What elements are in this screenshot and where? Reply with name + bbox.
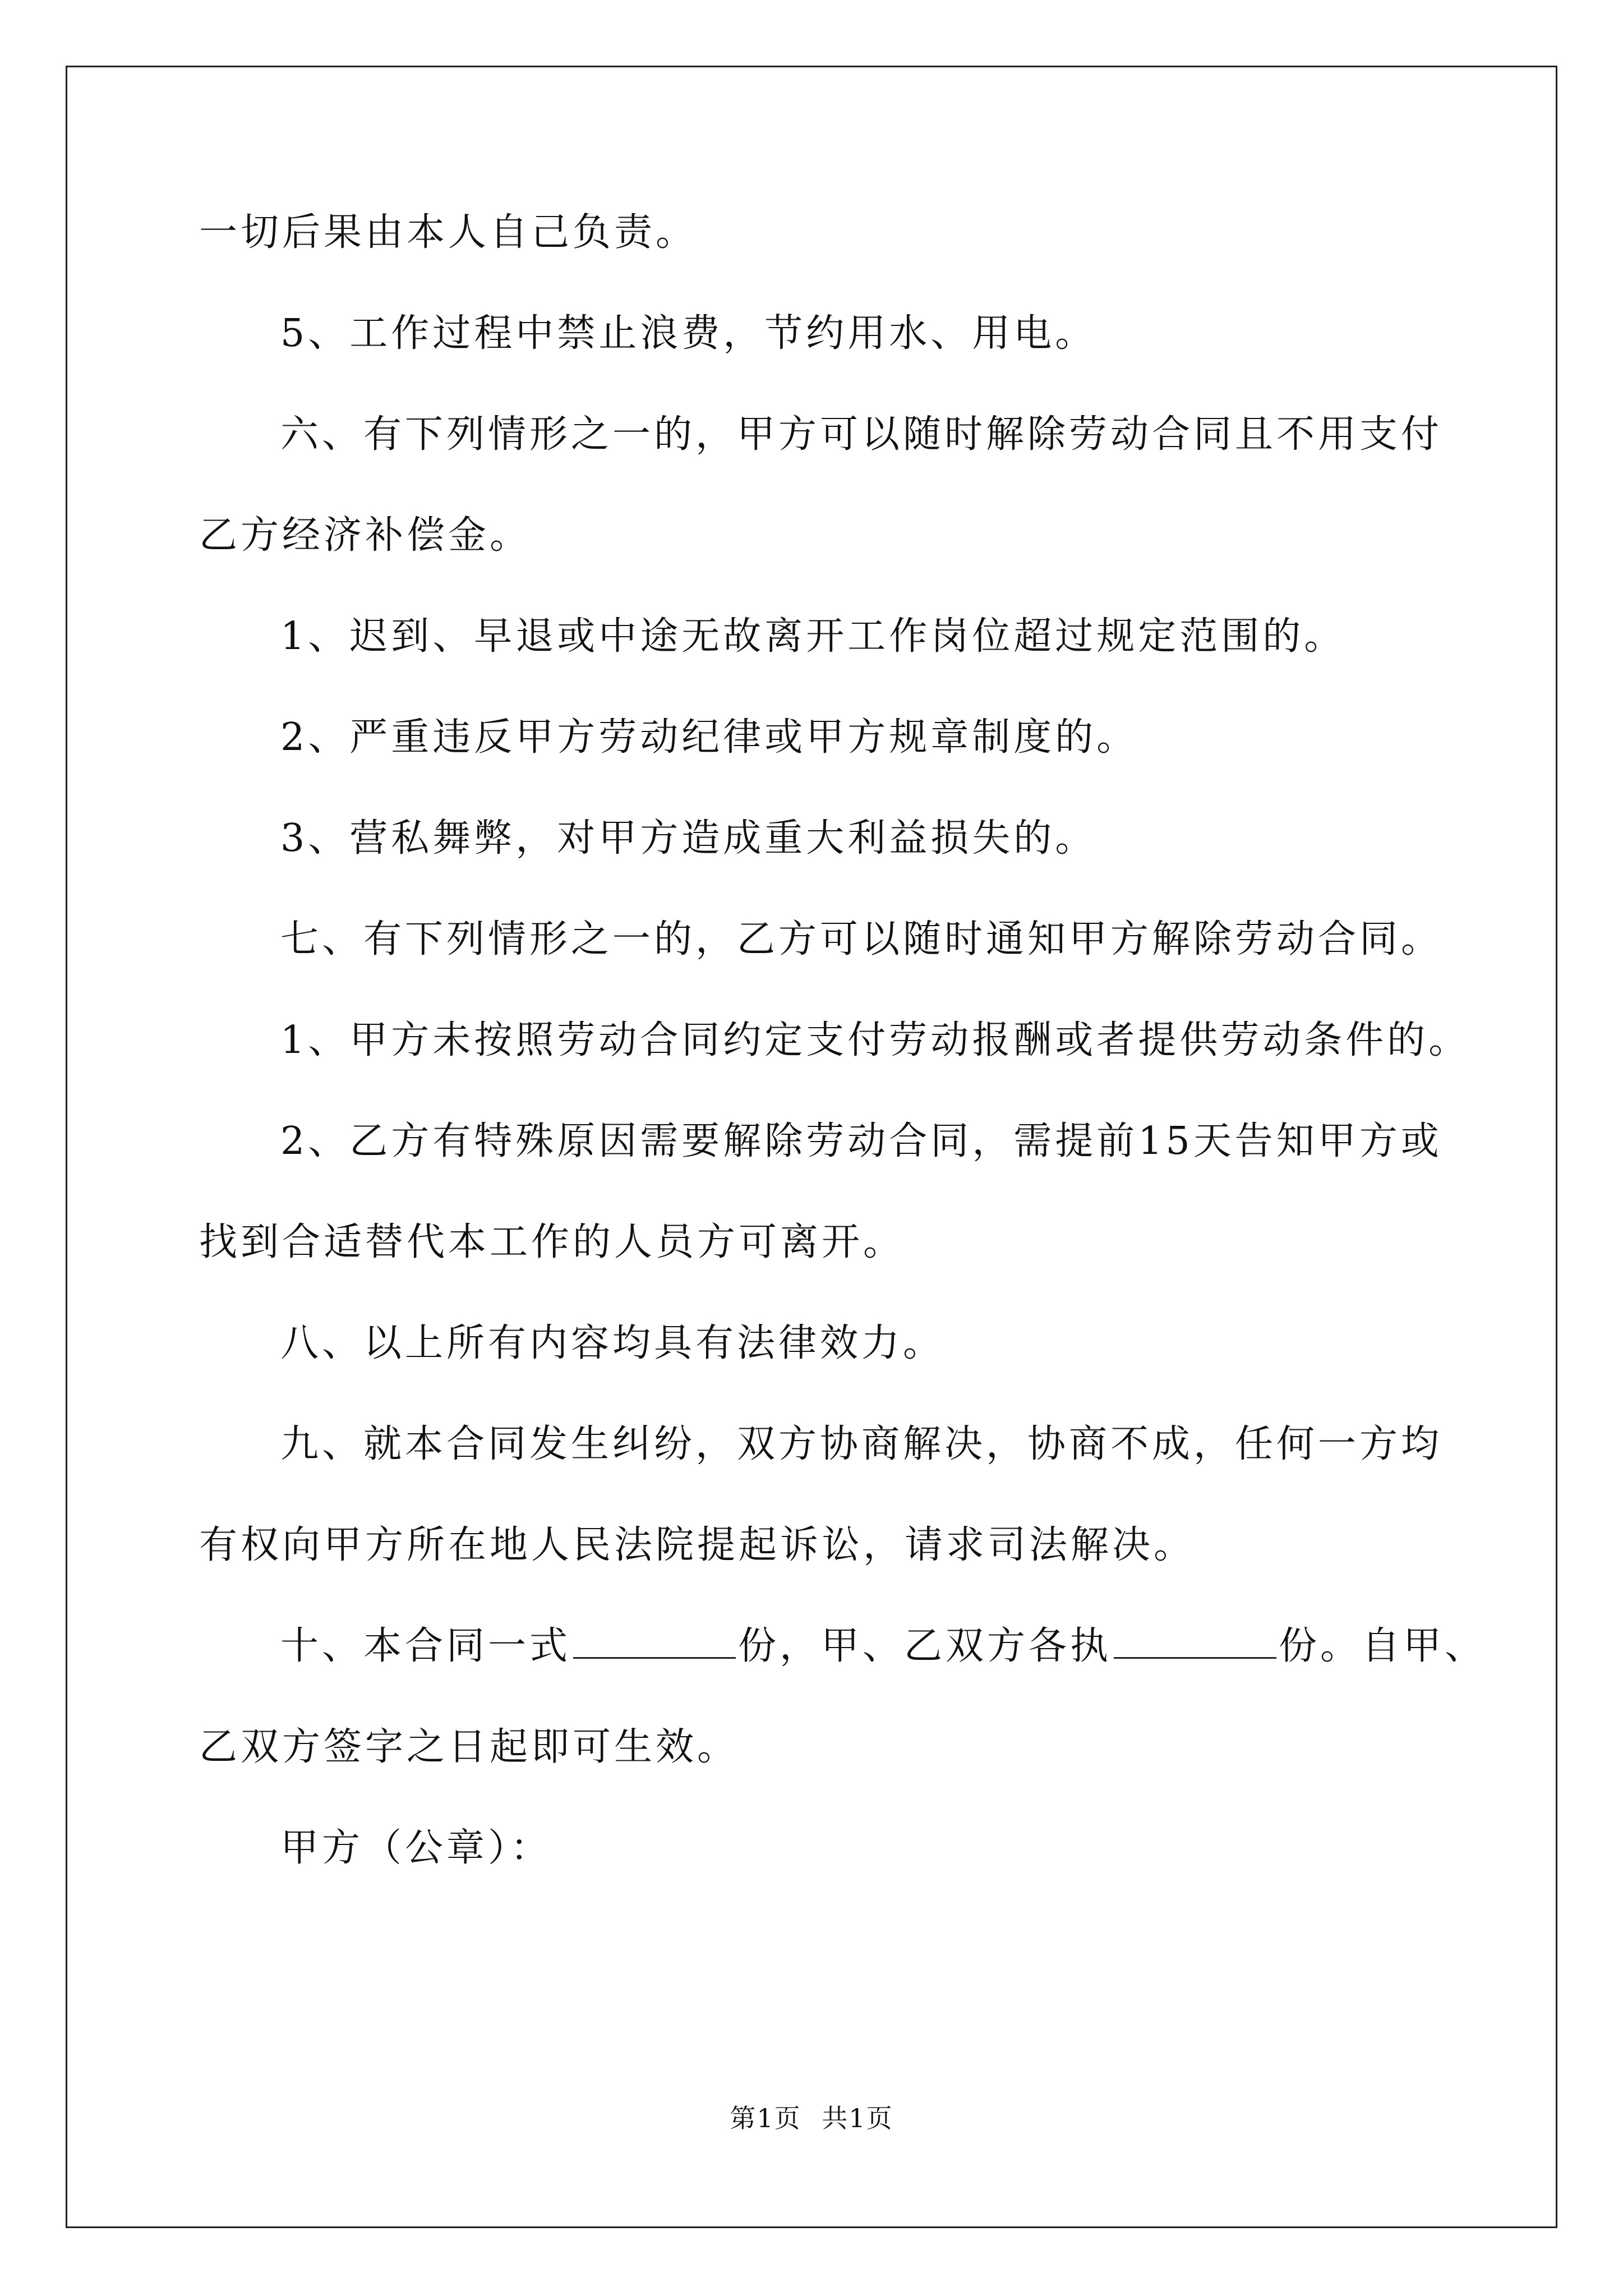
page-footer xyxy=(0,2098,1623,2135)
text-line: 一切后果由本人自己负责。 xyxy=(199,210,698,255)
party-a-signature-label: 甲方（公章）： xyxy=(280,1826,552,1870)
text-line: 5、工作过程中禁止浪费，节约用水、用电。 xyxy=(280,311,1097,356)
copies-blank xyxy=(573,1625,736,1659)
text-line: 六、有下列情形之一的，甲方可以随时解除劳动合同且不用支付 xyxy=(280,412,1443,457)
text-line: 七、有下列情形之一的，乙方可以随时通知甲方解除劳动合同。 xyxy=(280,917,1443,961)
clause-ten-part3: 份。自甲、 xyxy=(1279,1624,1487,1668)
text-line: 乙方经济补偿金。 xyxy=(199,513,532,558)
text-line: 2、乙方有特殊原因需要解除劳动合同，需提前15天告知甲方或 xyxy=(280,1119,1442,1163)
text-line: 1、甲方未按照劳动合同约定支付劳动报酬或者提供劳动条件的。 xyxy=(280,1018,1470,1062)
text-line: 九、就本合同发生纠纷，双方协商解决，协商不成，任何一方均 xyxy=(280,1422,1443,1466)
clause-ten-part2: 份，甲、乙双方各执 xyxy=(738,1624,1112,1668)
each-party-copies-blank xyxy=(1114,1625,1276,1659)
text-line: 乙双方签字之日起即可生效。 xyxy=(199,1725,739,1769)
clause-ten-part1: 十、本合同一式 xyxy=(280,1624,571,1668)
clause-ten-line xyxy=(199,1616,1486,1677)
text-line: 找到合适替代本工作的人员方可离开。 xyxy=(199,1220,905,1264)
text-line: 八、以上所有内容均具有法律效力。 xyxy=(280,1321,945,1365)
text-line: 有权向甲方所在地人民法院提起诉讼，请求司法解决。 xyxy=(199,1523,1196,1567)
page-total: 共1页 xyxy=(822,2103,893,2133)
text-line: 1、迟到、早退或中途无故离开工作岗位超过规定范围的。 xyxy=(280,614,1346,659)
page-number: 第1页 xyxy=(730,2103,801,2133)
text-line: 2、严重违反甲方劳动纪律或甲方规章制度的。 xyxy=(280,715,1138,760)
text-line: 3、营私舞弊，对甲方造成重大利益损失的。 xyxy=(280,816,1097,861)
